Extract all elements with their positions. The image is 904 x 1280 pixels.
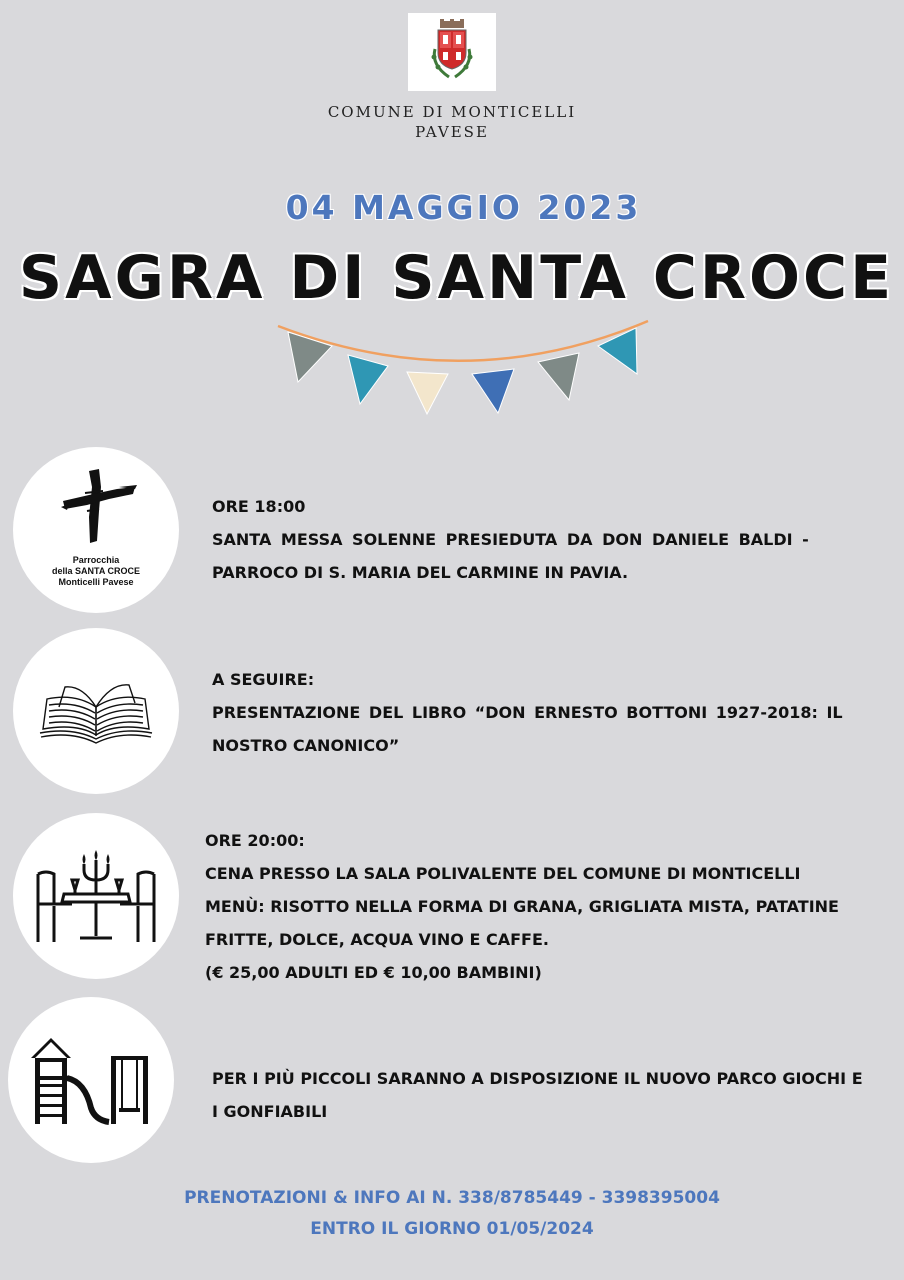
schedule-heading: ORE 18:00 [212, 497, 306, 516]
dinner-circle [13, 813, 179, 979]
municipality-name [280, 102, 624, 142]
open-book-icon [37, 677, 155, 745]
municipal-crest [408, 13, 496, 91]
coat-of-arms-icon [427, 19, 477, 85]
schedule-line: I GONFIABILI [212, 1102, 328, 1121]
bunting-flag [472, 369, 514, 413]
playground-circle [8, 997, 174, 1163]
parish-logo-circle [13, 447, 179, 613]
parish-label-line-2: della SANTA CROCE [51, 566, 140, 576]
event-date: 04 MAGGIO 2023 [285, 188, 642, 227]
bunting-flag [407, 372, 448, 414]
schedule-item-playground [212, 1062, 864, 1128]
dinner-table-icon [32, 846, 160, 946]
booking-deadline-line: ENTRO IL GIORNO 01/05/2024 [310, 1219, 594, 1239]
schedule-line: SANTA MESSA SOLENNE PRESIEDUTA DA DON DANIELE BALDI - [212, 530, 809, 549]
schedule-item-dinner [205, 824, 865, 989]
municipality-line-2: PAVESE [415, 123, 489, 141]
schedule-line: PARROCO DI S. MARIA DEL CARMINE IN PAVIA. [212, 563, 629, 582]
schedule-line: PER I PIÙ PICCOLI SARANNO A DISPOSIZIONE IL NUOVO PARCO GIOCHI E [212, 1069, 863, 1088]
bunting-flag [288, 332, 332, 382]
schedule-line: NOSTRO CANONICO” [212, 736, 400, 755]
schedule-item-book [212, 663, 864, 762]
bunting-flag [598, 328, 637, 374]
event-title: SAGRA DI SANTA CROCE [18, 243, 895, 313]
schedule-line: (€ 25,00 ADULTI ED € 10,00 BAMBINI) [205, 963, 542, 982]
schedule-item-mass [212, 490, 864, 589]
schedule-line: FRITTE, DOLCE, ACQUA VINO E CAFFE. [205, 930, 549, 949]
booking-phone-line: PRENOTAZIONI & INFO AI N. 338/8785449 - 3398395004 [184, 1188, 720, 1208]
bunting-flag [348, 355, 388, 404]
schedule-line: PRESENTAZIONE DEL LIBRO “DON ERNESTO BOTTONI 1927-2018: IL [212, 703, 843, 722]
parish-label-line-1: Parrocchia [72, 555, 120, 565]
schedule-heading: ORE 20:00: [205, 831, 305, 850]
schedule-line: MENÙ: RISOTTO NELLA FORMA DI GRANA, GRIGLIATA MISTA, PATATINE [205, 897, 839, 916]
booking-info [0, 1183, 904, 1245]
schedule-line: CENA PRESSO LA SALA POLIVALENTE DEL COMUNE DI MONTICELLI [205, 864, 801, 883]
playground-icon [29, 1032, 153, 1128]
municipality-line-1: COMUNE DI MONTICELLI [327, 103, 577, 121]
cross-icon [59, 467, 139, 547]
bunting-decoration [276, 318, 656, 418]
parish-label-line-3: Monticelli Pavese [58, 577, 134, 587]
bunting-flag [538, 353, 579, 400]
book-circle [13, 628, 179, 794]
schedule-heading: A SEGUIRE: [212, 670, 315, 689]
